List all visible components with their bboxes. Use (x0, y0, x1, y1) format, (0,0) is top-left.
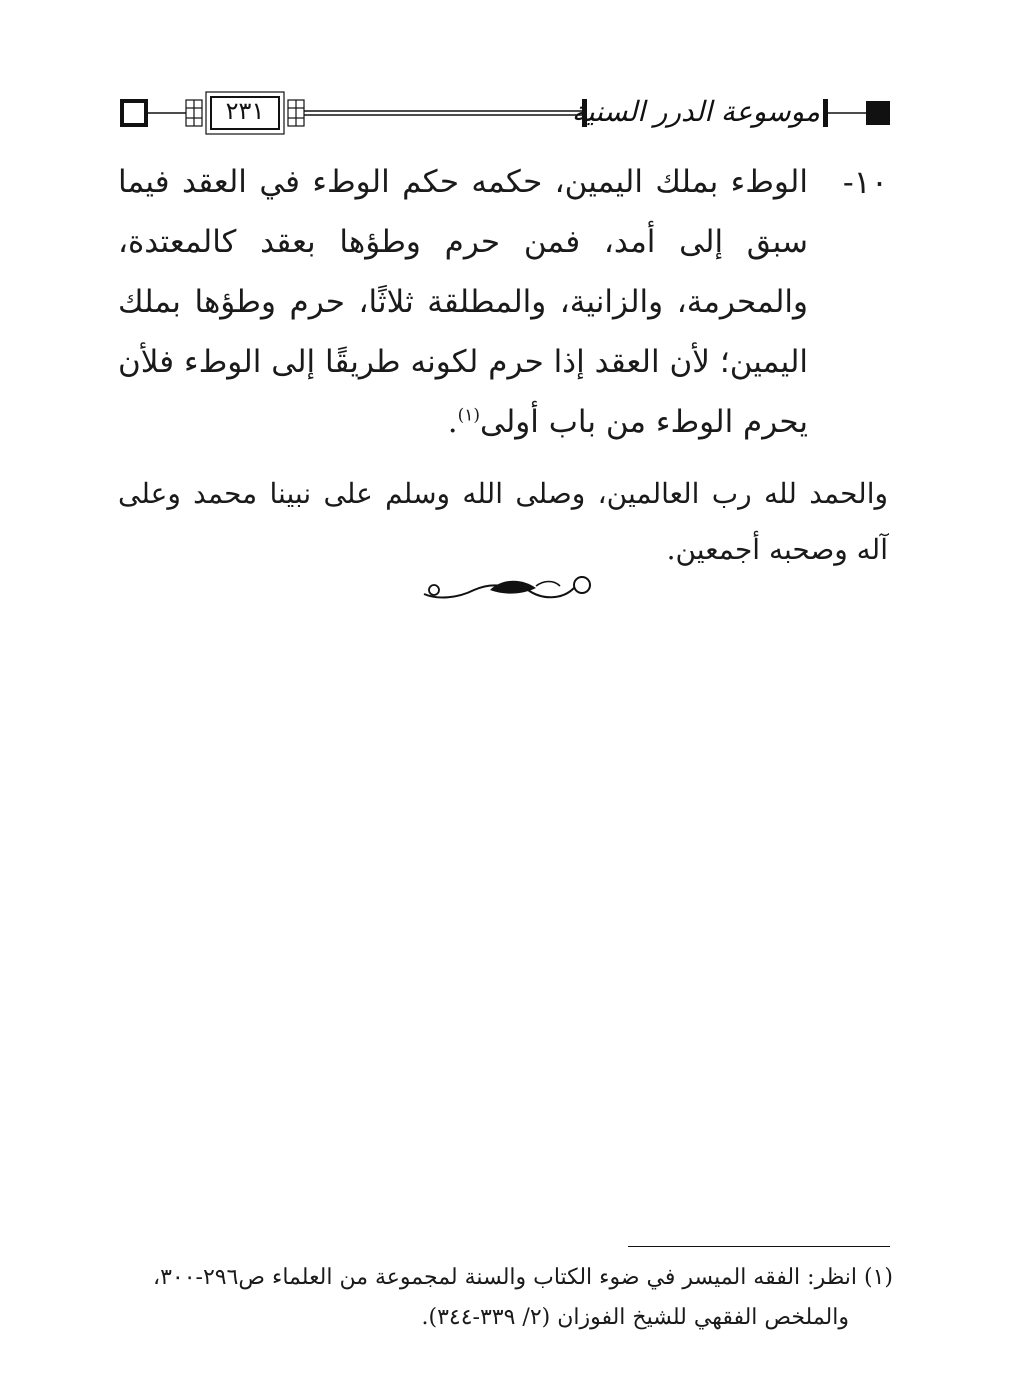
footnotes (118, 1258, 893, 1338)
footnote-line-1: (١) انظر: الفقه الميسر في ضوء الكتاب والسنة لمجموعة من العلماء ص٢٩٦-٣٠٠، (152, 1265, 893, 1290)
page-number-right-ornament (288, 100, 304, 126)
item-body: الوطء بملك اليمين، حكمه حكم الوطء في العقد فيما سبق إلى أمد، فمن حرم وطؤها بعقد كالمعتدة، والمحرمة، والزانية، والمطلقة ثلاثًا، حرم وطؤها بملك اليمين؛ لأن العقد إذا حرم لكونه طريقًا إلى الوطء فلأن يحرم الوطء من باب أولى (118, 164, 808, 440)
closing-paragraph: والحمد لله رب العالمين، وصلى الله وسلم على نبينا محمد وعلى آله وصحبه أجمعين. (118, 477, 888, 566)
header-left-square (122, 101, 146, 125)
book-title: موسوعة الدرر السنية (571, 95, 820, 128)
footnote-separator (628, 1246, 890, 1247)
list-item (118, 152, 888, 452)
footnote-line-2: والملخص الفقهي للشيخ الفوزان (٢/ ٣٣٩-٣٤٤). (421, 1305, 849, 1330)
item-text (118, 152, 808, 452)
page-number: ٢٣١ (225, 97, 265, 125)
page-header (118, 80, 898, 146)
section-divider-ornament (418, 570, 598, 606)
main-content (118, 152, 888, 578)
item-number: ١٠- (842, 163, 888, 201)
footnote-reference[interactable]: (١) (457, 405, 480, 426)
header-title-bar (823, 99, 828, 127)
page-number-left-ornament (186, 100, 202, 126)
item-end-mark: . (447, 404, 458, 440)
header-right-square (866, 101, 890, 125)
